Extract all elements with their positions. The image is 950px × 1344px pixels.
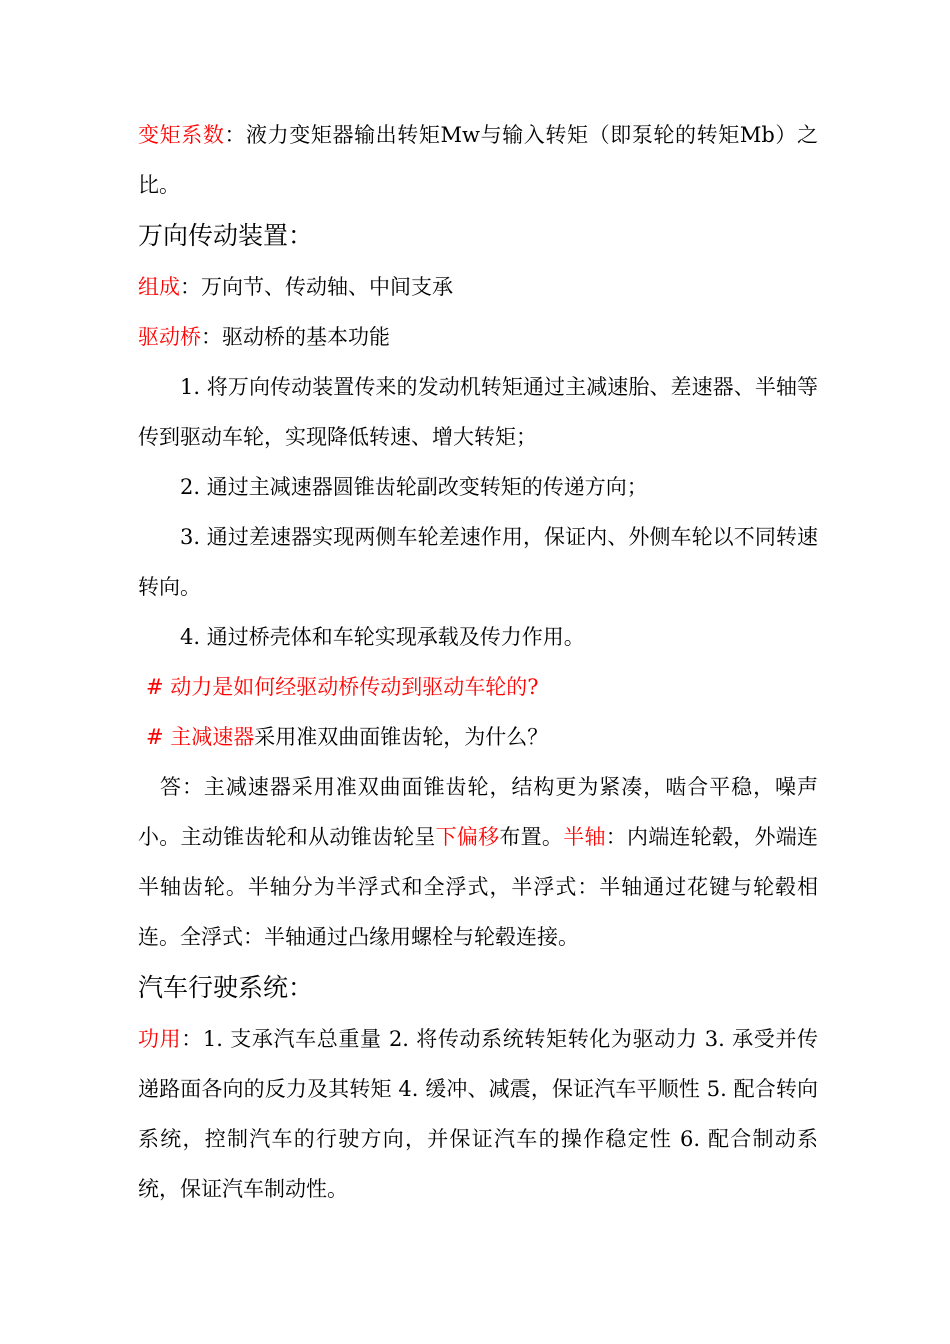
composition-label: 组成	[138, 275, 180, 299]
question-2-text: 采用准双曲面锥齿轮，为什么？	[254, 725, 549, 749]
answer-highlight-offset: 下偏移	[435, 825, 500, 849]
answer-paragraph	[138, 762, 818, 962]
question-1: # 动力是如何经驱动桥传动到驱动车轮的?	[146, 675, 539, 699]
drive-axle-function-4: 4. 通过桥壳体和车轮实现承载及传力作用。	[180, 625, 585, 649]
answer-part-3: ：内端连轮毂，外端连半轴齿轮。半轴分为半浮式和全浮式，半浮式：半轴通过花键与轮毂相连。全浮式：半轴通过凸缘用螺栓与轮毂连接。	[138, 825, 819, 949]
universal-joint-heading: 万向传动装置：	[138, 221, 314, 250]
torque-coefficient-term: 变矩系数	[138, 123, 225, 147]
drive-axle-paragraph	[138, 312, 818, 362]
term-separator: ：	[224, 123, 247, 147]
running-system-heading: 汽车行驶系统：	[138, 973, 314, 1002]
torque-coefficient-paragraph	[138, 110, 818, 210]
answer-part-1: 答：主减速器采用准双曲面锥齿轮，结构更为紧凑，啮合平稳，噪声小。主动锥齿轮和从动锥齿轮呈	[138, 775, 818, 849]
composition-paragraph	[138, 262, 818, 312]
running-system-paragraph	[138, 1014, 818, 1214]
function-text: ：1. 支承汽车总重量 2. 将传动系统转矩转化为驱动力 3. 承受并传递路面各向的反力及其转矩 4. 缓冲、减震，保证汽车平顺性 5. 配合转向系统，控制汽车的行驶方向，并保证汽车的操作稳定性 6. 配合制动系统，保证汽车制动性。	[138, 1027, 819, 1201]
answer-part-2: 布置。	[499, 825, 564, 849]
drive-axle-text: ：驱动桥的基本功能	[201, 325, 390, 349]
drive-axle-label: 驱动桥	[138, 325, 201, 349]
answer-highlight-half-shaft: 半轴	[563, 825, 606, 849]
drive-axle-function-1: 1. 将万向传动装置传来的发动机转矩通过主减速胎、差速器、半轴等传到驱动车轮，实现降低转速、增大转矩；	[138, 375, 818, 449]
drive-axle-function-2: 2. 通过主减速器圆锥齿轮副改变转矩的传递方向；	[180, 475, 648, 499]
composition-text: ：万向节、传动轴、中间支承	[180, 275, 453, 299]
document-page	[138, 110, 818, 1214]
question-2	[138, 712, 818, 762]
question-2-keyword: # 主减速器	[146, 725, 255, 749]
drive-axle-function-3: 3. 通过差速器实现两侧车轮差速作用，保证内、外侧车轮以不同转速转向。	[138, 525, 818, 599]
torque-coefficient-definition: 液力变矩器输出转矩Mw与输入转矩（即泵轮的转矩Mb）之比。	[138, 123, 819, 197]
function-label: 功用	[138, 1027, 182, 1051]
